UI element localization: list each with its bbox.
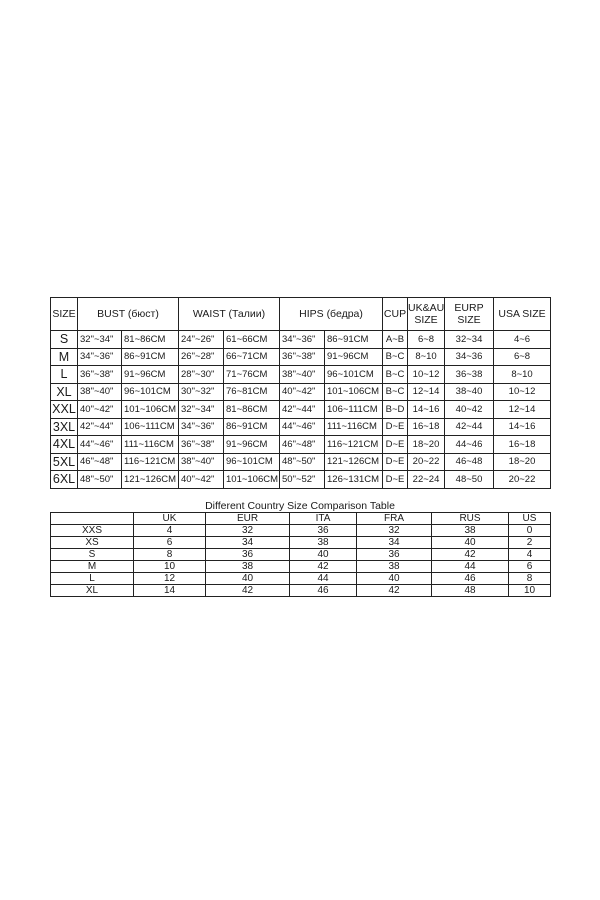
comparison-header-cell: FRA (357, 513, 432, 525)
comparison-cell: 2 (509, 537, 551, 549)
header-bust: BUST (бюст) (78, 298, 179, 331)
comparison-cell: 44 (432, 561, 509, 573)
size-cell-usa: 6~8 (494, 348, 551, 366)
header-waist: WAIST (Талии) (179, 298, 280, 331)
comparison-cell: 10 (134, 561, 206, 573)
comparison-row (51, 585, 551, 597)
size-cell-size: XXL (52, 402, 76, 417)
comparison-cell: 4 (134, 525, 206, 537)
size-cell-bust-in: 38"~40" (78, 383, 122, 401)
comparison-header-row (51, 513, 551, 525)
comparison-cell: 10 (509, 585, 551, 597)
size-cell-size: S (51, 331, 78, 349)
size-row (51, 401, 551, 419)
size-cell-size: 6XL (51, 471, 78, 489)
comparison-cell: XL (51, 585, 134, 597)
comparison-cell: 0 (509, 525, 551, 537)
size-row (51, 383, 551, 401)
size-cell-hips-in: 50"~52" (280, 471, 325, 489)
comparison-cell: 40 (290, 549, 357, 561)
size-chart-header-row (51, 298, 551, 331)
size-cell-cup: A~B (383, 331, 408, 349)
size-cell-size: L (51, 366, 78, 384)
size-cell-cup: D~E (383, 418, 408, 436)
comparison-cell: 8 (134, 549, 206, 561)
size-cell-waist-cm: 71~76CM (224, 366, 280, 384)
size-cell-size: XL (51, 383, 78, 401)
size-cell-bust-in: 48"~50" (78, 471, 122, 489)
comparison-cell: 38 (290, 537, 357, 549)
size-cell-cup: B~C (383, 366, 408, 384)
size-cell-usa: 14~16 (494, 418, 551, 436)
country-size-comparison-table (50, 512, 551, 597)
size-cell-size: 3XL (51, 418, 78, 436)
comparison-cell: 42 (290, 561, 357, 573)
size-cell-hips-in: 44"~46" (280, 418, 325, 436)
comparison-table-title: Different Country Size Comparison Table (205, 500, 395, 512)
comparison-row (51, 561, 551, 573)
size-cell-hips-cm: 121~126CM (325, 453, 383, 471)
size-cell-hips-in: 38"~40" (280, 366, 325, 384)
comparison-cell: M (51, 561, 134, 573)
comparison-cell: 8 (509, 573, 551, 585)
comparison-cell: 46 (290, 585, 357, 597)
comparison-cell: 44 (290, 573, 357, 585)
comparison-cell: 6 (509, 561, 551, 573)
size-cell-hips-cm: 111~116CM (325, 418, 383, 436)
comparison-cell: 38 (357, 561, 432, 573)
comparison-row (51, 573, 551, 585)
size-cell-eurp: 48~50 (445, 471, 494, 489)
size-cell-cup: B~C (383, 348, 408, 366)
size-cell-bust-cm: 91~96CM (122, 366, 179, 384)
size-cell-waist-in: 26"~28" (179, 348, 224, 366)
size-cell-hips-cm: 106~111CM (325, 401, 383, 419)
size-cell-waist-in: 28"~30" (179, 366, 224, 384)
size-cell-waist-in: 38"~40" (179, 453, 224, 471)
size-cell-bust-cm: 106~111CM (122, 418, 179, 436)
comparison-header-cell: RUS (432, 513, 509, 525)
size-cell-ukau: 16~18 (408, 418, 445, 436)
comparison-cell: 4 (509, 549, 551, 561)
size-cell-usa: 20~22 (494, 471, 551, 489)
size-cell-waist-in: 30"~32" (179, 383, 224, 401)
size-cell-ukau: 14~16 (408, 401, 445, 419)
size-row (51, 348, 551, 366)
comparison-row (51, 549, 551, 561)
comparison-cell: 38 (432, 525, 509, 537)
size-cell-size: M (51, 348, 78, 366)
header-usa-size: USA SIZE (494, 298, 551, 331)
size-cell-eurp: 34~36 (445, 348, 494, 366)
size-cell-bust-cm: 101~106CM (122, 401, 179, 419)
comparison-cell: 46 (432, 573, 509, 585)
comparison-cell: 34 (357, 537, 432, 549)
size-cell-hips-in: 34"~36" (280, 331, 325, 349)
size-cell-bust-in: 46"~48" (78, 453, 122, 471)
size-cell-bust-cm: 111~116CM (122, 436, 179, 454)
size-cell-ukau: 22~24 (408, 471, 445, 489)
size-cell-bust-in: 34"~36" (78, 348, 122, 366)
size-cell-waist-in: 36"~38" (179, 436, 224, 454)
size-cell-hips-cm: 116~121CM (325, 436, 383, 454)
size-row (51, 418, 551, 436)
size-cell-usa: 10~12 (494, 383, 551, 401)
size-cell-size: 5XL (51, 453, 78, 471)
size-cell-usa: 4~6 (494, 331, 551, 349)
size-cell-ukau: 12~14 (408, 383, 445, 401)
size-cell-eurp: 36~38 (445, 366, 494, 384)
size-cell-bust-cm: 81~86CM (122, 331, 179, 349)
size-cell-cup: B~D (383, 401, 408, 419)
size-cell-cup: D~E (383, 471, 408, 489)
size-cell-eurp: 38~40 (445, 383, 494, 401)
size-cell-eurp: 32~34 (445, 331, 494, 349)
size-cell-hips-in: 42"~44" (280, 401, 325, 419)
size-cell-bust-cm: 96~101CM (122, 383, 179, 401)
size-cell-hips-cm: 126~131CM (325, 471, 383, 489)
comparison-cell: L (51, 573, 134, 585)
size-cell-bust-in: 32"~34" (78, 331, 122, 349)
size-cell-bust-cm: 116~121CM (122, 453, 179, 471)
comparison-cell: 40 (432, 537, 509, 549)
size-cell-waist-cm: 101~106CM (224, 471, 280, 489)
comparison-cell: S (51, 549, 134, 561)
comparison-header-cell: EUR (206, 513, 290, 525)
size-cell-bust-cm: 86~91CM (122, 348, 179, 366)
size-cell-waist-in: 32"~34" (179, 401, 224, 419)
size-cell-waist-in: 34"~36" (179, 418, 224, 436)
size-cell-size: 4XL (51, 436, 78, 454)
comparison-cell: 40 (357, 573, 432, 585)
size-cell-waist-cm: 91~96CM (224, 436, 280, 454)
size-cell-eurp: 42~44 (445, 418, 494, 436)
comparison-cell: 42 (357, 585, 432, 597)
size-cell-waist-cm: 61~66CM (224, 331, 280, 349)
size-cell-hips-cm: 96~101CM (325, 366, 383, 384)
comparison-header-cell: ITA (290, 513, 357, 525)
comparison-cell: 14 (134, 585, 206, 597)
header-size: SIZE (51, 298, 78, 331)
size-cell-cup: D~E (383, 436, 408, 454)
comparison-cell: XS (51, 537, 134, 549)
size-cell-eurp: 40~42 (445, 401, 494, 419)
size-chart-table (50, 297, 551, 489)
comparison-cell: 42 (206, 585, 290, 597)
size-cell-waist-in: 40"~42" (179, 471, 224, 489)
size-cell-cup: B~C (383, 383, 408, 401)
size-cell-hips-cm: 91~96CM (325, 348, 383, 366)
size-cell-ukau: 20~22 (408, 453, 445, 471)
comparison-cell: 34 (206, 537, 290, 549)
comparison-cell: 36 (357, 549, 432, 561)
size-row (51, 366, 551, 384)
size-cell-hips-in: 36"~38" (280, 348, 325, 366)
size-cell-bust-in: 44"~46" (78, 436, 122, 454)
header-eurp-size: EURP SIZE (445, 298, 494, 331)
size-row (51, 471, 551, 489)
size-cell-bust-in: 42"~44" (78, 418, 122, 436)
comparison-cell: XXS (51, 525, 134, 537)
comparison-header-cell: UK (134, 513, 206, 525)
comparison-cell: 42 (432, 549, 509, 561)
comparison-row (51, 525, 551, 537)
comparison-cell: 40 (206, 573, 290, 585)
size-cell-waist-cm: 76~81CM (224, 383, 280, 401)
comparison-cell: 32 (206, 525, 290, 537)
size-cell-waist-in: 24"~26" (179, 331, 224, 349)
size-cell-usa: 12~14 (494, 401, 551, 419)
comparison-cell: 38 (206, 561, 290, 573)
comparison-row (51, 537, 551, 549)
size-cell-bust-in: 40"~42" (78, 401, 122, 419)
size-cell-usa: 18~20 (494, 453, 551, 471)
size-row (51, 436, 551, 454)
comparison-cell: 48 (432, 585, 509, 597)
size-cell-hips-in: 40"~42" (280, 383, 325, 401)
size-cell-ukau: 18~20 (408, 436, 445, 454)
header-cup: CUP (383, 298, 408, 331)
header-ukau-size: UK&AU SIZE (408, 298, 445, 331)
size-cell-waist-cm: 81~86CM (224, 401, 280, 419)
size-row (51, 453, 551, 471)
size-cell-eurp: 46~48 (445, 453, 494, 471)
size-cell-ukau: 8~10 (408, 348, 445, 366)
size-cell-waist-cm: 96~101CM (224, 453, 280, 471)
size-cell-hips-in: 48"~50" (280, 453, 325, 471)
header-hips: HIPS (бедра) (280, 298, 383, 331)
comparison-cell: 36 (290, 525, 357, 537)
size-cell-ukau: 6~8 (408, 331, 445, 349)
comparison-cell: 32 (357, 525, 432, 537)
size-cell-hips-cm: 86~91CM (325, 331, 383, 349)
size-cell-hips-in: 46"~48" (280, 436, 325, 454)
size-cell-waist-cm: 86~91CM (224, 418, 280, 436)
size-cell-ukau: 10~12 (408, 366, 445, 384)
comparison-header-cell (51, 513, 134, 525)
size-cell-usa: 8~10 (494, 366, 551, 384)
size-cell-bust-cm: 121~126CM (122, 471, 179, 489)
size-cell-cup: D~E (383, 453, 408, 471)
size-cell-waist-cm: 66~71CM (224, 348, 280, 366)
comparison-cell: 36 (206, 549, 290, 561)
size-cell-usa: 16~18 (494, 436, 551, 454)
size-row (51, 331, 551, 349)
comparison-header-cell: US (509, 513, 551, 525)
size-cell-hips-cm: 101~106CM (325, 383, 383, 401)
comparison-cell: 6 (134, 537, 206, 549)
size-cell-bust-in: 36"~38" (78, 366, 122, 384)
comparison-cell: 12 (134, 573, 206, 585)
size-cell-eurp: 44~46 (445, 436, 494, 454)
